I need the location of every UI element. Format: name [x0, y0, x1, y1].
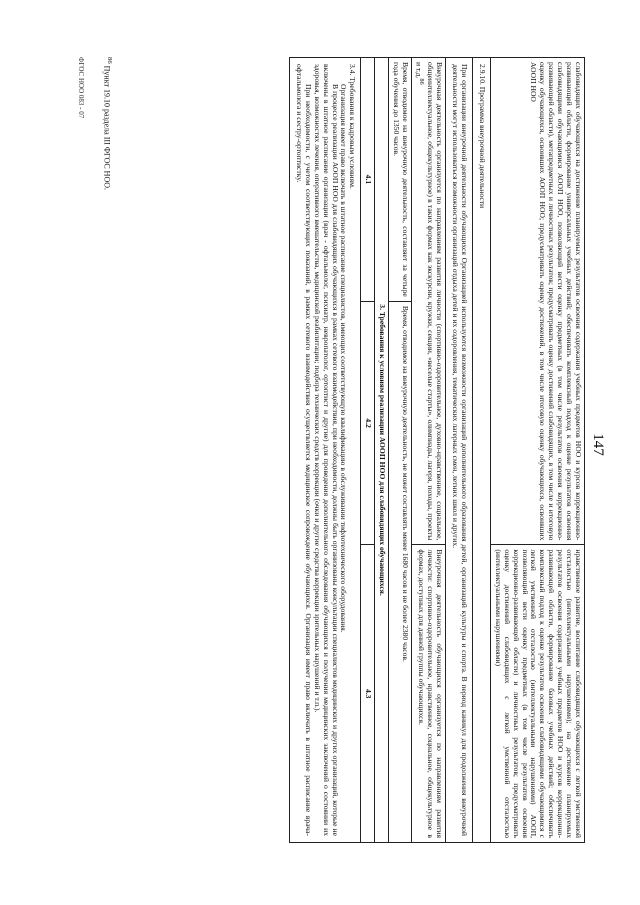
- cell-assessment-general: слабовидящих обучающихся на достижение планируемых результатов освоения содержания учебных предметов НОО и курсов коррекционно-развивающей области, формирование универсальных учебных действий; обеспечивать комплексный подход к оценке результатов освоения слабовидящими обучающимися АООП НОО, позволяющий вести оценку предметных (в том числе результатов освоения коррекционно-развивающей области), метапредметных и личностных результатов; предусматривать оценку достижений слабовидящих, в том числе и итоговую оценку обучающихся, освоивших АООП НОО; предусматривать оценку достижений, в том числе итоговую оценку обучающихся, освоивших АООП НОО: [490, 58, 584, 545]
- cell-assessment-variant: нравственное развитие, воспитание слабовидящих обучающихся с легкой умственной отсталостью (интеллектуальными нарушениями); на достижение планируемых результатов освоения содержания учебных предметов НОО и курсов коррекционно-развивающей области, формирование базовых учебных действий; обеспечивать комплексный подход к оценке результатов освоения слабовидящими обучающимися с легкой умственной отсталостью (интеллектуальными нарушениями) АООП, позволяющий вести оценку предметных (в том числе результатов освоения коррекционно-развивающей области) и личностных результатов; предусматривать оценку достижений слабовидящих с легкой умственной отсталостью (интеллектуальными нарушениями): [490, 545, 584, 843]
- staffing-heading: 3.4. Требования к кадровым условиям.: [348, 64, 358, 189]
- table-row: [446, 58, 473, 843]
- footnote-index: 86: [106, 57, 113, 64]
- staffing-paragraph-1: Организация имеет право включать в штатное расписание специалистов, имеющих соответствующую квалификацию в обслуживании тифлотехнического оборудования.: [339, 84, 349, 633]
- section-heading: 2.9.10. Программа внеурочной деятельности: [473, 58, 491, 843]
- section-title-conditions: 3. Требования к условиям реализации АООП НОО для слабовидящих обучающихся.: [375, 58, 389, 843]
- staffing-paragraph-2: В процессе реализации АООП НОО для слабовидящих обучающихся в рамках сетевого взаимодействия, при необходимости, должны быть организованы консультации специалистов медицинских и других организаций, которые не включены в штатное расписание организации (врач - офтальмолог, психиатр, невропатолог, ортоптист и другие) для проведения дополнительного обследования обучающихся и получения медицинских заключений о состоянии их здоровья, возможностях лечения, оперативного вмешательства, медицинской реабилитации; подбора технических средств коррекции (очки и другие средства коррекции зрительных нарушений и т.п.).: [312, 64, 340, 836]
- footnote-ref: 86: [418, 78, 426, 85]
- document-sheet: [65, 25, 585, 895]
- requirements-table: [289, 57, 585, 843]
- directions-text: Внеурочная деятельность организуется по направлениям развития личности (спортивно-оздоровительное, духовно-нравственное, социальное, общеинтеллектуальное, общекультурное) в таких формах как экскурсии, кружки, секции, «веселые старты», олимпиады, лагеря, походы, проекты и т.д.: [414, 62, 445, 541]
- footnote-text: Пункт 19.10 раздела III ФГОС НОО.: [102, 65, 112, 191]
- column-header-4-3: 4.3: [361, 545, 375, 843]
- footnote: [102, 57, 113, 190]
- table-row: [375, 58, 389, 843]
- table-row: [490, 58, 584, 843]
- cell-extracurricular-directions: [411, 58, 445, 545]
- column-header-4-1: 4.1: [361, 58, 375, 302]
- page-number: 147: [589, 433, 606, 456]
- table-row: [361, 58, 375, 843]
- cell-hours-1680: Время, отводимое на внеурочную деятельность, не может составлять менее 1680 часов и не более 2380 часов.: [389, 301, 412, 842]
- cell-hours-1350: Время, отводимое на внеурочную деятельность, составляет за четыре года обучения до 1350 часов.: [389, 58, 412, 302]
- cell-staffing: [290, 58, 361, 843]
- cell-extracurricular-directions-variant: Внеурочная деятельность обучающихся организуется по направлениям развития личности: спортивно-оздоровительное, нравственное, социальное, общекультурное в формах, доступных для данной группы обучающихся.: [411, 545, 445, 843]
- table-row: [389, 58, 412, 843]
- column-header-4-2: 4.2: [361, 301, 375, 545]
- document-stamp: ФГОС НОО 083 - 07: [77, 57, 85, 119]
- table-row: [411, 58, 445, 843]
- cell-extracurricular-general: При организации внеурочной деятельности обучающихся Организацией используются возможности организаций дополнительного образования детей, организаций культуры и спорта. В период каникул для продолжения внеурочной деятельности могут использоваться возможности организаций отдыха детей и их оздоровления, тематических лагерных смен, летних школ и других.: [446, 58, 473, 843]
- staffing-paragraph-3: При необходимости, с учетом соответствующих показаний, в рамках сетевого взаимодействия осуществляется медицинское сопровождение обучающихся. Организация имеет право включать в штатное расписание врача-офтальмолога и сестру-ортоптистку.: [294, 64, 313, 836]
- table-row: [473, 58, 491, 843]
- table-row: [290, 58, 361, 843]
